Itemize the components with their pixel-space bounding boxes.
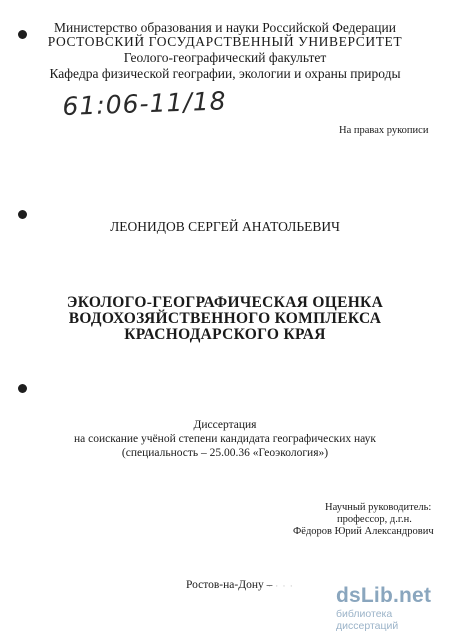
handwritten-registration-number: 61:06-11/18 bbox=[62, 86, 228, 121]
city-year: Ростов-на-Дону – bbox=[186, 579, 273, 591]
ministry-name: Министерство образования и науки Российской Федерации bbox=[54, 20, 396, 35]
supervisor-position: профессор, д.г.н. bbox=[337, 514, 412, 525]
department-name: Кафедра физической географии, экологии и охраны природы bbox=[49, 66, 401, 81]
dissertation-specialty: (специальность – 25.00.36 «Геоэкология») bbox=[121, 447, 329, 459]
punch-hole bbox=[18, 384, 27, 393]
dissertation-title-line-2: ВОДОХОЗЯЙСТВЕННОГО КОМПЛЕКСА bbox=[68, 310, 382, 327]
dissertation-purpose: на соискание учёной степени кандидата географических наук bbox=[73, 433, 377, 445]
watermark-subtitle: библиотека диссертаций bbox=[336, 608, 399, 632]
university-name: РОСТОВСКИЙ ГОСУДАРСТВЕННЫЙ УНИВЕРСИТЕТ bbox=[47, 34, 403, 49]
faculty-name: Геолого-географический факультет bbox=[123, 50, 327, 65]
dissertation-title-line-1: ЭКОЛОГО-ГЕОГРАФИЧЕСКАЯ ОЦЕНКА bbox=[66, 294, 384, 311]
punch-hole bbox=[18, 210, 27, 219]
supervisor-label: Научный руководитель: bbox=[325, 502, 432, 513]
rights-note: На правах рукописи bbox=[339, 125, 429, 136]
dissertation-title-line-3: КРАСНОДАРСКОГО КРАЯ bbox=[124, 326, 326, 343]
author-name: ЛЕОНИДОВ СЕРГЕЙ АНАТОЛЬЕВИЧ bbox=[110, 219, 340, 234]
faded-year-mark: · · · · bbox=[268, 581, 294, 591]
watermark-logo: dsLib.net bbox=[336, 584, 432, 607]
supervisor-name: Фёдоров Юрий Александрович bbox=[293, 526, 434, 537]
watermark bbox=[336, 585, 446, 632]
dissertation-type: Диссертация bbox=[193, 419, 257, 431]
